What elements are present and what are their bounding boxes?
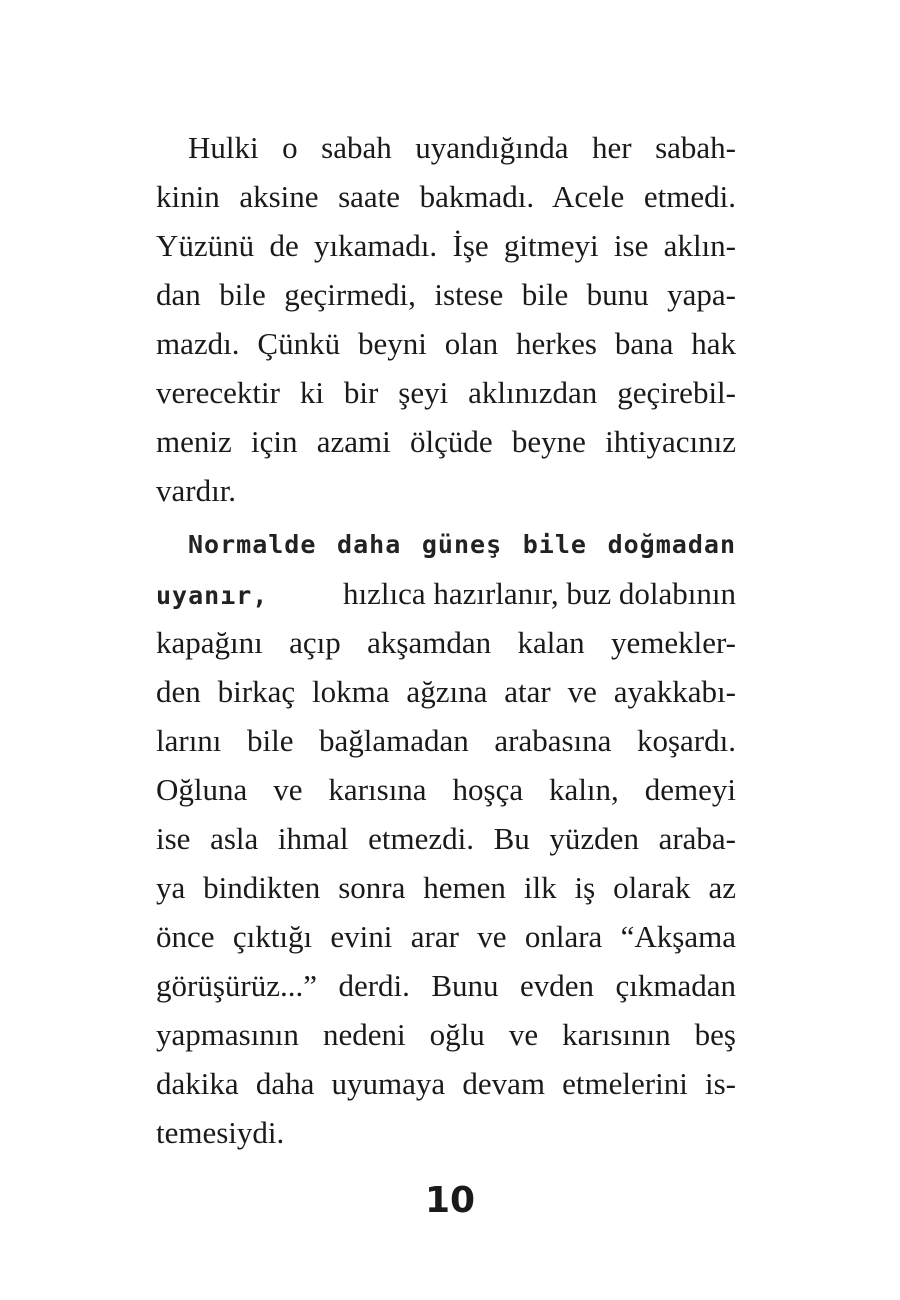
text-line: den birkaç lokma ağzına atar ve ayakkabı-: [156, 674, 736, 709]
text-line: [156, 569, 736, 618]
text-line: görüşürüz...” derdi. Bunu evden çıkmadan: [156, 968, 736, 1003]
text-line: vardır.: [156, 473, 237, 508]
handwritten-text: Normalde daha güneş bile doğmadan: [188, 530, 736, 559]
text-line: Hulki o sabah uyandığında her sabah-: [188, 130, 736, 165]
paragraph-1: [156, 123, 736, 515]
text-line-rest: hızlıca hazırlanır, buz dolabının: [343, 576, 736, 611]
text-line: larını bile bağlamadan arabasına koşardı.: [156, 723, 736, 758]
handwritten-text: uyanır,: [156, 581, 269, 610]
text-line: dakika daha uyumaya devam etmelerini is-: [156, 1066, 736, 1101]
text-line: kinin aksine saate bakmadı. Acele etmedi.: [156, 179, 736, 214]
text-line: Oğluna ve karısına hoşça kalın, demeyi: [156, 772, 736, 807]
text-line: kapağını açıp akşamdan kalan yemekler-: [156, 625, 736, 660]
text-line: dan bile geçirmedi, istese bile bunu yapa-: [156, 277, 736, 312]
text-line: meniz için azami ölçüde beyne ihtiyacınız: [156, 424, 736, 459]
text-line: yapmasının nedeni oğlu ve karısının beş: [156, 1017, 736, 1052]
paragraph-2: [156, 520, 736, 1157]
page-number: 10: [424, 1180, 476, 1221]
text-line: önce çıktığı evini arar ve onlara “Akşama: [156, 919, 736, 954]
text-line: temesiydi.: [156, 1115, 285, 1150]
text-line: ise asla ihmal etmezdi. Bu yüzden araba-: [156, 821, 736, 856]
text-line: verecektir ki bir şeyi aklınızdan geçirebil-: [156, 375, 736, 410]
text-line: ya bindikten sonra hemen ilk iş olarak az: [156, 870, 736, 905]
text-line: Yüzünü de yıkamadı. İşe gitmeyi ise aklın-: [156, 228, 736, 263]
text-line: mazdı. Çünkü beyni olan herkes bana hak: [156, 326, 736, 361]
